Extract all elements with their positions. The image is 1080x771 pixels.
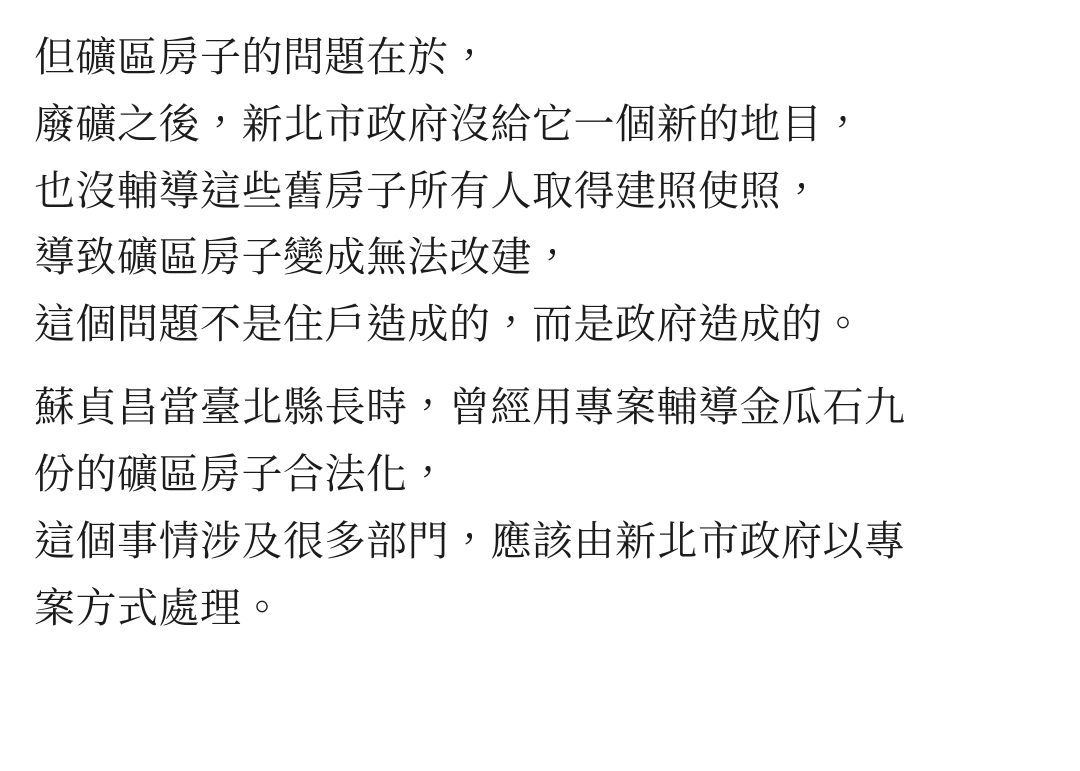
text-line: 廢礦之後，新北市政府沒給它一個新的地目， bbox=[34, 99, 864, 148]
text-line: 這個問題不是住戶造成的，而是政府造成的。 bbox=[34, 300, 864, 349]
text-line: 導致礦區房子變成無法改建， bbox=[34, 233, 574, 282]
text-line: 這個事情涉及很多部門，應該由新北市政府以專 bbox=[34, 517, 906, 566]
paragraph-1 bbox=[34, 24, 1046, 358]
text-line: 但礦區房子的問題在於， bbox=[34, 33, 491, 81]
text-line: 案方式處理。 bbox=[34, 583, 283, 632]
text-line: 蘇貞昌當臺北縣長時，曾經用專案輔導金瓜石九 bbox=[34, 383, 906, 432]
text-line: 份的礦區房子合法化， bbox=[34, 450, 449, 499]
text-line: 也沒輔導這些舊房子所有人取得建照使照， bbox=[34, 166, 823, 215]
paragraph-2 bbox=[34, 374, 1046, 641]
